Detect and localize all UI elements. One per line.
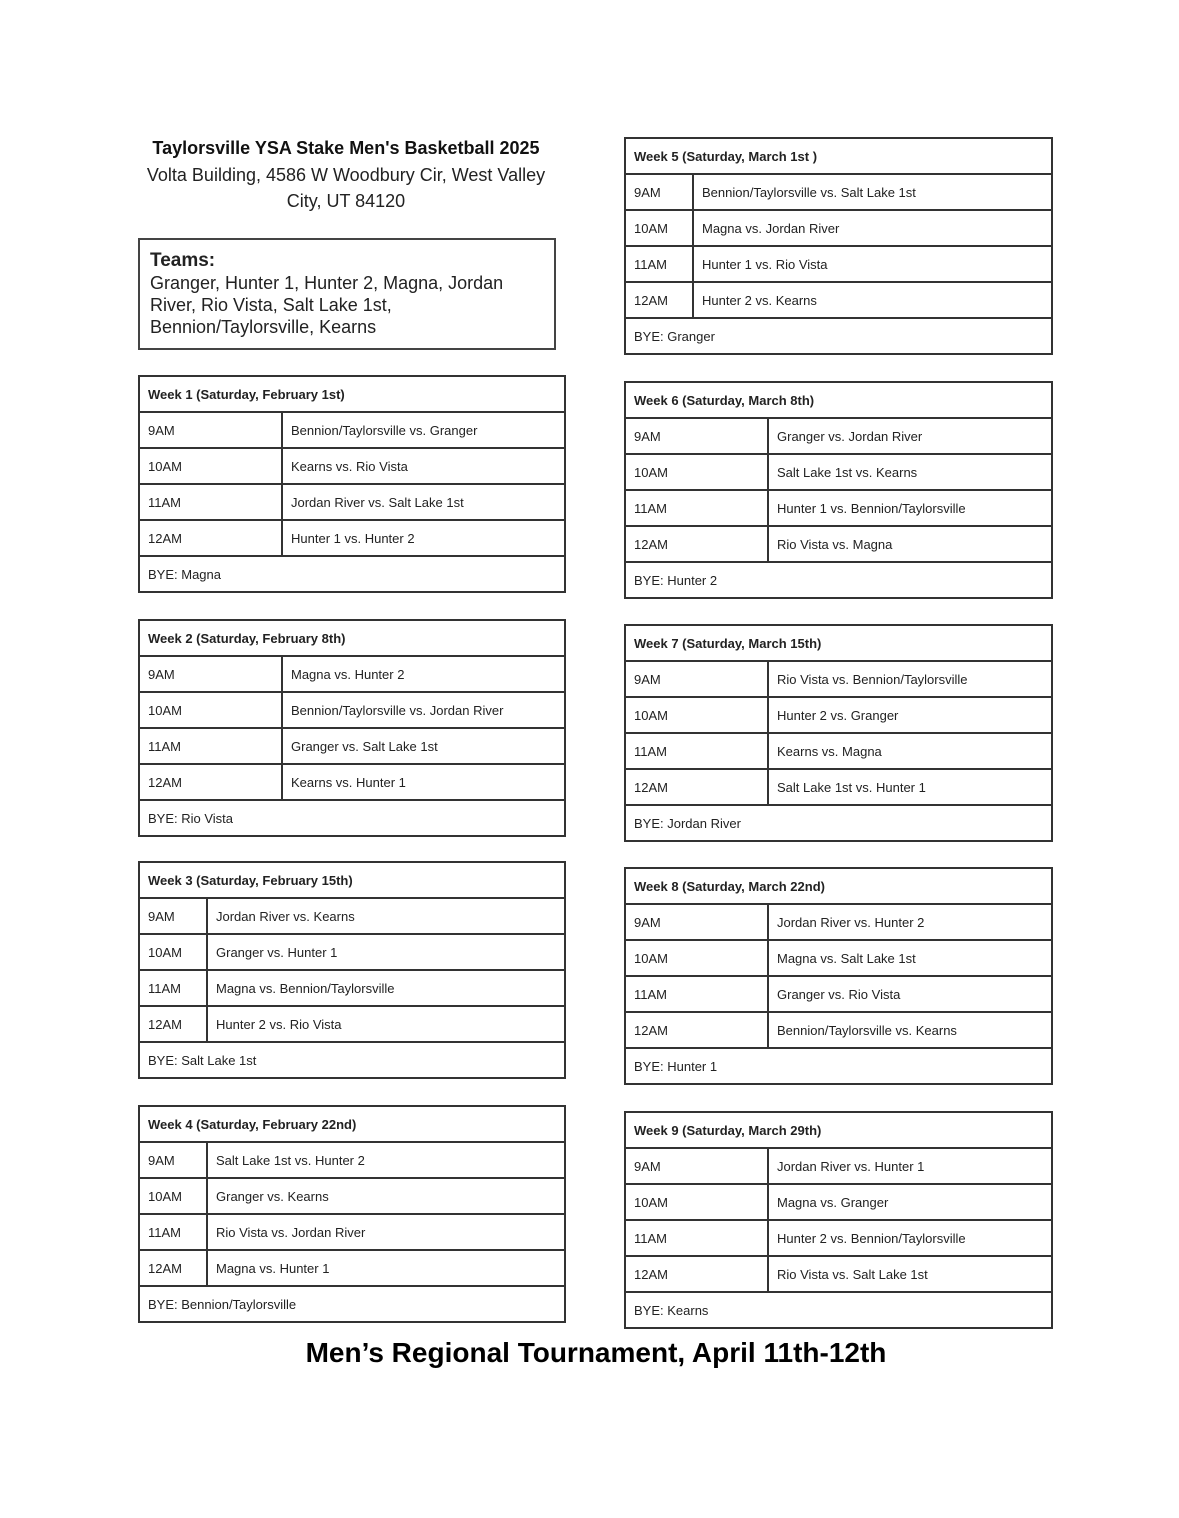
week-title: Week 8 (Saturday, March 22nd) bbox=[625, 868, 1052, 904]
game-match: Kearns vs. Hunter 1 bbox=[282, 764, 565, 800]
venue-address: Volta Building, 4586 W Woodbury Cir, West Valley City, UT 84120 bbox=[146, 165, 546, 211]
game-row bbox=[139, 764, 565, 800]
game-time: 10AM bbox=[625, 1184, 768, 1220]
game-match: Bennion/Taylorsville vs. Jordan River bbox=[282, 692, 565, 728]
game-row bbox=[625, 697, 1052, 733]
game-match: Granger vs. Jordan River bbox=[768, 418, 1052, 454]
game-match: Jordan River vs. Hunter 1 bbox=[768, 1148, 1052, 1184]
game-match: Rio Vista vs. Jordan River bbox=[207, 1214, 565, 1250]
game-row bbox=[139, 412, 565, 448]
game-match: Jordan River vs. Salt Lake 1st bbox=[282, 484, 565, 520]
game-match: Jordan River vs. Kearns bbox=[207, 898, 565, 934]
game-match: Magna vs. Jordan River bbox=[693, 210, 1052, 246]
bye-team: BYE: Bennion/Taylorsville bbox=[139, 1286, 565, 1322]
game-time: 11AM bbox=[139, 484, 282, 520]
game-time: 12AM bbox=[625, 769, 768, 805]
game-row bbox=[139, 1250, 565, 1286]
week-2-table bbox=[138, 619, 566, 837]
teams-box bbox=[138, 238, 556, 350]
game-row bbox=[139, 728, 565, 764]
game-time: 9AM bbox=[139, 1142, 207, 1178]
game-row bbox=[139, 970, 565, 1006]
week-6-table bbox=[624, 381, 1053, 599]
game-time: 10AM bbox=[625, 697, 768, 733]
game-row bbox=[139, 1214, 565, 1250]
week-title: Week 4 (Saturday, February 22nd) bbox=[139, 1106, 565, 1142]
game-time: 9AM bbox=[625, 174, 693, 210]
game-time: 12AM bbox=[625, 1012, 768, 1048]
game-time: 10AM bbox=[139, 448, 282, 484]
game-row bbox=[625, 1012, 1052, 1048]
bye-team: BYE: Hunter 1 bbox=[625, 1048, 1052, 1084]
teams-list: Granger, Hunter 1, Hunter 2, Magna, Jordan River, Rio Vista, Salt Lake 1st, Bennion/Taylorsville, Kearns bbox=[150, 273, 504, 337]
game-row bbox=[625, 418, 1052, 454]
game-time: 9AM bbox=[625, 1148, 768, 1184]
teams-label: Teams: bbox=[150, 250, 216, 271]
game-time: 11AM bbox=[139, 970, 207, 1006]
game-match: Salt Lake 1st vs. Hunter 1 bbox=[768, 769, 1052, 805]
game-match: Bennion/Taylorsville vs. Kearns bbox=[768, 1012, 1052, 1048]
game-match: Bennion/Taylorsville vs. Salt Lake 1st bbox=[693, 174, 1052, 210]
game-row bbox=[625, 246, 1052, 282]
week-title: Week 3 (Saturday, February 15th) bbox=[139, 862, 565, 898]
game-match: Rio Vista vs. Salt Lake 1st bbox=[768, 1256, 1052, 1292]
week-5-table bbox=[624, 137, 1053, 355]
game-row bbox=[625, 454, 1052, 490]
week-title: Week 5 (Saturday, March 1st ) bbox=[625, 138, 1052, 174]
week-8-table bbox=[624, 867, 1053, 1085]
game-time: 12AM bbox=[139, 1250, 207, 1286]
game-time: 11AM bbox=[139, 1214, 207, 1250]
game-row bbox=[625, 1148, 1052, 1184]
game-match: Hunter 1 vs. Bennion/Taylorsville bbox=[768, 490, 1052, 526]
game-row bbox=[625, 174, 1052, 210]
game-row bbox=[625, 661, 1052, 697]
game-match: Magna vs. Hunter 1 bbox=[207, 1250, 565, 1286]
document-title: Taylorsville YSA Stake Men's Basketball 2025 bbox=[152, 138, 540, 158]
week-title: Week 7 (Saturday, March 15th) bbox=[625, 625, 1052, 661]
game-match: Hunter 2 vs. Kearns bbox=[693, 282, 1052, 318]
game-time: 12AM bbox=[625, 282, 693, 318]
week-3-table bbox=[138, 861, 566, 1079]
game-match: Granger vs. Hunter 1 bbox=[207, 934, 565, 970]
game-row bbox=[625, 904, 1052, 940]
game-match: Granger vs. Kearns bbox=[207, 1178, 565, 1214]
game-match: Magna vs. Granger bbox=[768, 1184, 1052, 1220]
game-time: 11AM bbox=[625, 976, 768, 1012]
game-match: Magna vs. Bennion/Taylorsville bbox=[207, 970, 565, 1006]
game-row bbox=[625, 210, 1052, 246]
game-match: Kearns vs. Rio Vista bbox=[282, 448, 565, 484]
bye-team: BYE: Granger bbox=[625, 318, 1052, 354]
week-title: Week 1 (Saturday, February 1st) bbox=[139, 376, 565, 412]
game-time: 10AM bbox=[139, 692, 282, 728]
week-title: Week 6 (Saturday, March 8th) bbox=[625, 382, 1052, 418]
game-time: 10AM bbox=[625, 454, 768, 490]
game-row bbox=[139, 898, 565, 934]
game-match: Rio Vista vs. Bennion/Taylorsville bbox=[768, 661, 1052, 697]
game-time: 11AM bbox=[625, 1220, 768, 1256]
game-match: Hunter 2 vs. Bennion/Taylorsville bbox=[768, 1220, 1052, 1256]
bye-team: BYE: Kearns bbox=[625, 1292, 1052, 1328]
game-row bbox=[625, 490, 1052, 526]
game-row bbox=[139, 934, 565, 970]
game-time: 9AM bbox=[625, 418, 768, 454]
game-match: Magna vs. Salt Lake 1st bbox=[768, 940, 1052, 976]
game-row bbox=[139, 1178, 565, 1214]
week-1-table bbox=[138, 375, 566, 593]
game-row bbox=[139, 656, 565, 692]
game-time: 9AM bbox=[139, 656, 282, 692]
week-9-table bbox=[624, 1111, 1053, 1329]
game-match: Salt Lake 1st vs. Kearns bbox=[768, 454, 1052, 490]
bye-team: BYE: Rio Vista bbox=[139, 800, 565, 836]
game-row bbox=[139, 1142, 565, 1178]
bye-team: BYE: Jordan River bbox=[625, 805, 1052, 841]
game-row bbox=[139, 1006, 565, 1042]
game-time: 12AM bbox=[139, 764, 282, 800]
tournament-footer-title: Men’s Regional Tournament, April 11th-12th bbox=[305, 1337, 887, 1368]
game-row bbox=[625, 733, 1052, 769]
game-row bbox=[139, 520, 565, 556]
header-block bbox=[130, 136, 562, 214]
game-time: 10AM bbox=[139, 1178, 207, 1214]
game-match: Hunter 1 vs. Hunter 2 bbox=[282, 520, 565, 556]
game-row bbox=[625, 769, 1052, 805]
game-time: 9AM bbox=[139, 412, 282, 448]
game-row bbox=[139, 692, 565, 728]
game-match: Hunter 2 vs. Granger bbox=[768, 697, 1052, 733]
game-match: Hunter 1 vs. Rio Vista bbox=[693, 246, 1052, 282]
game-time: 11AM bbox=[139, 728, 282, 764]
game-match: Bennion/Taylorsville vs. Granger bbox=[282, 412, 565, 448]
week-title: Week 2 (Saturday, February 8th) bbox=[139, 620, 565, 656]
bye-team: BYE: Hunter 2 bbox=[625, 562, 1052, 598]
game-time: 11AM bbox=[625, 246, 693, 282]
game-match: Magna vs. Hunter 2 bbox=[282, 656, 565, 692]
game-match: Granger vs. Rio Vista bbox=[768, 976, 1052, 1012]
week-4-table bbox=[138, 1105, 566, 1323]
game-row bbox=[625, 1184, 1052, 1220]
week-title: Week 9 (Saturday, March 29th) bbox=[625, 1112, 1052, 1148]
game-row bbox=[625, 282, 1052, 318]
game-row bbox=[625, 940, 1052, 976]
game-row bbox=[139, 484, 565, 520]
game-match: Jordan River vs. Hunter 2 bbox=[768, 904, 1052, 940]
game-time: 12AM bbox=[625, 1256, 768, 1292]
game-match: Hunter 2 vs. Rio Vista bbox=[207, 1006, 565, 1042]
week-7-table bbox=[624, 624, 1053, 842]
game-time: 12AM bbox=[139, 520, 282, 556]
game-row bbox=[625, 1256, 1052, 1292]
bye-team: BYE: Magna bbox=[139, 556, 565, 592]
game-time: 9AM bbox=[625, 661, 768, 697]
game-match: Kearns vs. Magna bbox=[768, 733, 1052, 769]
game-time: 10AM bbox=[625, 940, 768, 976]
game-row bbox=[139, 448, 565, 484]
game-time: 10AM bbox=[625, 210, 693, 246]
game-match: Granger vs. Salt Lake 1st bbox=[282, 728, 565, 764]
game-match: Salt Lake 1st vs. Hunter 2 bbox=[207, 1142, 565, 1178]
bye-team: BYE: Salt Lake 1st bbox=[139, 1042, 565, 1078]
game-row bbox=[625, 976, 1052, 1012]
game-time: 9AM bbox=[139, 898, 207, 934]
game-time: 12AM bbox=[139, 1006, 207, 1042]
game-match: Rio Vista vs. Magna bbox=[768, 526, 1052, 562]
game-time: 11AM bbox=[625, 490, 768, 526]
game-time: 9AM bbox=[625, 904, 768, 940]
game-time: 10AM bbox=[139, 934, 207, 970]
game-row bbox=[625, 526, 1052, 562]
game-time: 12AM bbox=[625, 526, 768, 562]
game-row bbox=[625, 1220, 1052, 1256]
game-time: 11AM bbox=[625, 733, 768, 769]
